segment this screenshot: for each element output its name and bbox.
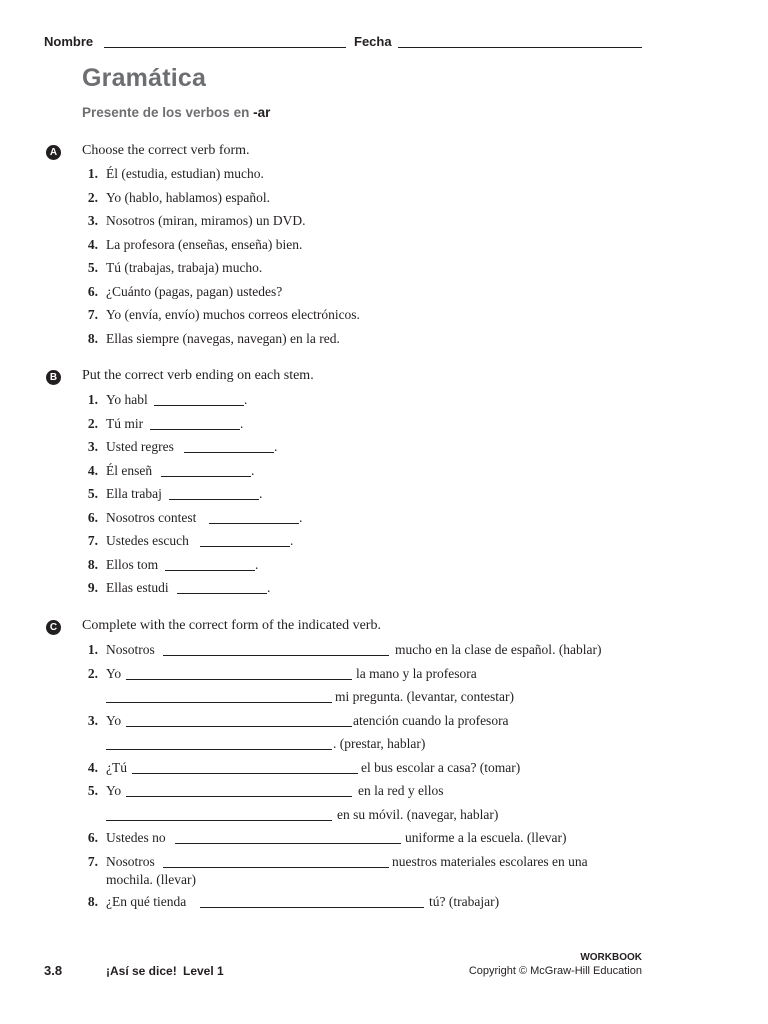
answer-blank[interactable] (184, 452, 274, 453)
answer-blank[interactable] (106, 820, 332, 821)
answer-blank[interactable] (175, 843, 401, 844)
book-title: ¡Así se dice! (106, 964, 177, 978)
answer-blank[interactable] (200, 546, 290, 547)
answer-blank[interactable] (106, 702, 332, 703)
answer-blank[interactable] (106, 749, 332, 750)
answer-blank[interactable] (132, 773, 358, 774)
answer-blank[interactable] (126, 796, 352, 797)
answer-blank[interactable] (126, 679, 352, 680)
answer-blank[interactable] (200, 907, 424, 908)
answer-blank[interactable] (150, 429, 240, 430)
answer-blank[interactable] (209, 523, 299, 524)
answer-blank[interactable] (161, 476, 251, 477)
answer-blank[interactable] (169, 499, 259, 500)
name-label: Nombre (44, 34, 94, 49)
section-c-instruction: Complete with the correct form of the indicated verb. (82, 618, 381, 633)
page-title: Gramática (82, 64, 207, 92)
answer-blank[interactable] (163, 655, 389, 656)
page-subtitle: Presente de los verbos en -ar (82, 105, 271, 120)
date-field[interactable] (398, 47, 642, 48)
answer-blank[interactable] (154, 405, 244, 406)
workbook-label: WORKBOOK (580, 952, 642, 963)
answer-blank[interactable] (163, 867, 389, 868)
section-b-badge: B (46, 370, 61, 385)
section-a-badge: A (46, 145, 61, 160)
answer-blank[interactable] (126, 726, 352, 727)
copyright: Copyright © McGraw-Hill Education (468, 965, 642, 977)
answer-blank[interactable] (165, 570, 255, 571)
answer-blank[interactable] (177, 593, 267, 594)
section-a-instruction: Choose the correct verb form. (82, 143, 250, 158)
date-label: Fecha (354, 34, 392, 49)
name-field[interactable] (104, 47, 346, 48)
book-level: Level 1 (183, 964, 224, 978)
section-b-instruction: Put the correct verb ending on each stem. (82, 368, 314, 383)
section-c-badge: C (46, 620, 61, 635)
page-number: 3.8 (44, 963, 63, 978)
